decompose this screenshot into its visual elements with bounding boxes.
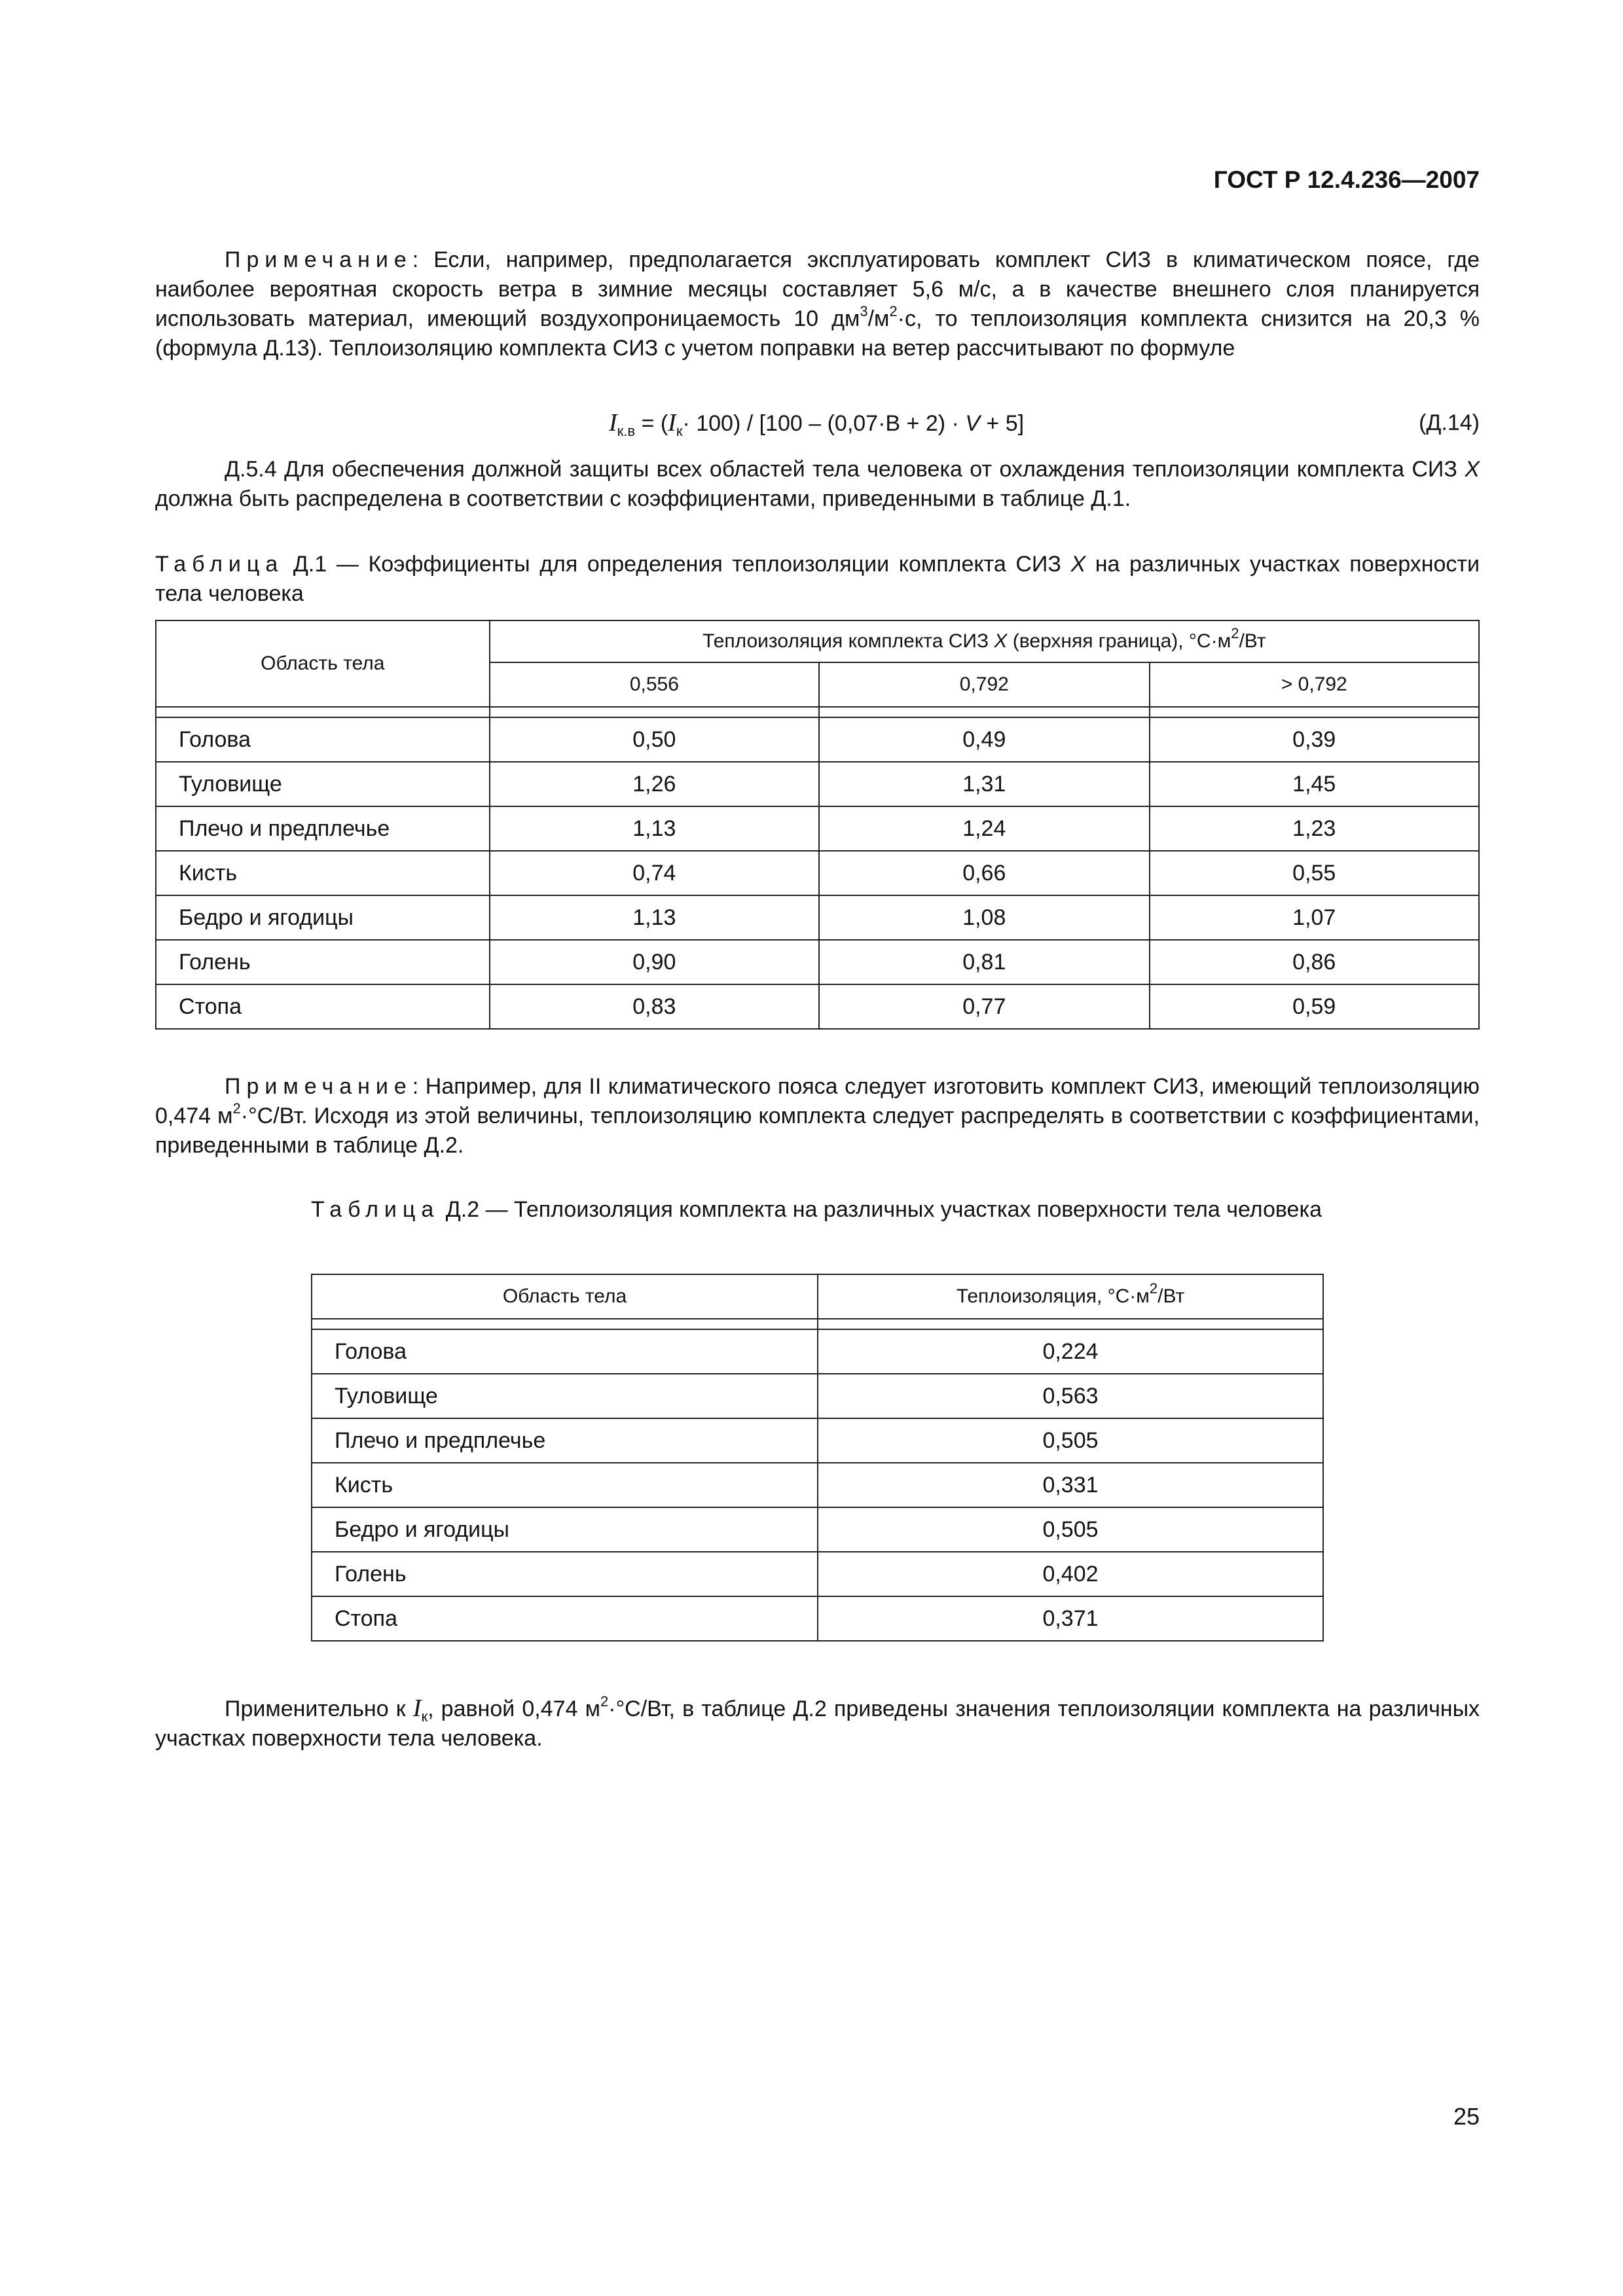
- table-row: [312, 1463, 1323, 1507]
- table-1-cell-region: Голова: [156, 717, 490, 762]
- table-2-cell-region: Плечо и предплечье: [312, 1418, 818, 1463]
- table-2-cell-value: 0,224: [818, 1329, 1323, 1374]
- formula-part-c: + 5]: [979, 411, 1025, 436]
- table-row: [312, 1596, 1323, 1641]
- table-1-cell-value: 0,55: [1150, 851, 1479, 895]
- table-row: [312, 1507, 1323, 1552]
- table-1-cell-value: 0,77: [819, 984, 1149, 1029]
- note-2-sup-2: 2: [232, 1100, 241, 1117]
- paragraph-d54-var-x: X: [1465, 457, 1480, 482]
- table-2-cell-region: Стопа: [312, 1596, 818, 1641]
- table-1-header-gap: [156, 707, 1479, 717]
- note-2: [155, 1072, 1480, 1160]
- table-1-cell-value: 1,23: [1150, 806, 1479, 851]
- table-row: [312, 1329, 1323, 1374]
- document-id: ГОСТ Р 12.4.236—2007: [1213, 166, 1480, 193]
- table-1-caption-b: на различных участках поверхности тела человека: [155, 552, 1480, 606]
- table-row: [156, 762, 1479, 806]
- table-row: [156, 717, 1479, 762]
- table-1-cell-value: 0,49: [819, 717, 1149, 762]
- table-2-header-sup: 2: [1149, 1280, 1158, 1297]
- table-1-cell-region: Плечо и предплечье: [156, 806, 490, 851]
- note-1-label: Примечание: [225, 247, 412, 272]
- table-2-header-value: [818, 1274, 1323, 1319]
- table-1-cell-value: 1,24: [819, 806, 1149, 851]
- table-2-cell-value: 0,563: [818, 1374, 1323, 1418]
- formula-symbol-i: I: [609, 409, 617, 437]
- table-row: [156, 895, 1479, 940]
- table-2-caption-text: Д.2 — Теплоизоляция комплекта на различных участках поверхности тела человека: [439, 1197, 1322, 1222]
- final-paragraph-text-a: Применительно к: [225, 1696, 413, 1721]
- table-1-cell-value: 0,83: [490, 984, 819, 1029]
- table-2-cell-region: Голова: [312, 1329, 818, 1374]
- table-2-cell-region: Туловище: [312, 1374, 818, 1418]
- paragraph-d54-text-a: Д.5.4 Для обеспечения должной защиты всех областей тела человека от охлаждения теплоизоляции комплекта СИЗ: [225, 457, 1465, 482]
- table-2-cell-region: Голень: [312, 1552, 818, 1596]
- final-paragraph-sub: к: [421, 1708, 428, 1725]
- table-2-cell-region: Кисть: [312, 1463, 818, 1507]
- table-1-cell-value: 1,45: [1150, 762, 1479, 806]
- final-paragraph-sup-2: 2: [600, 1693, 609, 1710]
- note-1-sup-3: 3: [860, 302, 868, 319]
- paragraph-d54: [155, 455, 1480, 514]
- table-1-cell-region: Бедро и ягодицы: [156, 895, 490, 940]
- table-1-header-sup: 2: [1231, 625, 1239, 641]
- table-row: [156, 984, 1479, 1029]
- table-2-cell-value: 0,331: [818, 1463, 1323, 1507]
- table-1-cell-value: 0,59: [1150, 984, 1479, 1029]
- table-2-cell-value: 0,505: [818, 1507, 1323, 1552]
- table-1-header-group-b: (верхняя граница), °С·м: [1007, 630, 1231, 652]
- table-2-caption: [311, 1195, 1332, 1225]
- table-row: [312, 1552, 1323, 1596]
- note-2-label: Примечание: [225, 1074, 412, 1099]
- table-1-cell-value: 0,74: [490, 851, 819, 895]
- note-1-sup-2: 2: [889, 302, 898, 319]
- table-1-cell-value: 0,39: [1150, 717, 1479, 762]
- note-1-text: : Если, например, предполагается эксплуатировать комплект СИЗ в климатическом поясе, где наиболее вероятная скорость ветра в зимние месяцы составляет 5,6 м/с, а в качестве внешнего слоя планируется использовать материал, имеющий воздухопроницаемость 10 дм: [155, 247, 1480, 331]
- table-1-cell-value: 1,13: [490, 895, 819, 940]
- note-2-text-a: : Например, для II климатического пояса следует изготовить комплект СИЗ, имеющий теплоизоляцию 0,474 м: [155, 1074, 1480, 1128]
- paragraph-d54-text-b: должна быть распределена в соответствии с коэффициентами, приведенными в таблице Д.1.: [155, 486, 1131, 511]
- table-1-cell-value: 1,26: [490, 762, 819, 806]
- table-1-cell-value: 1,13: [490, 806, 819, 851]
- final-paragraph: [155, 1694, 1480, 1753]
- table-row: [312, 1374, 1323, 1418]
- table-1: [155, 620, 1480, 1030]
- table-2-header-region: Область тела: [312, 1274, 818, 1319]
- formula-part-b: · 100) / [100 – (0,07·В + 2) ·: [682, 411, 966, 436]
- table-1-cell-value: 0,86: [1150, 940, 1479, 984]
- table-1-cell-region: Туловище: [156, 762, 490, 806]
- formula-part-a: = (: [635, 411, 668, 436]
- table-2-caption-label: Таблица: [311, 1197, 440, 1222]
- final-paragraph-text-c: ·°С/Вт, в таблице Д.2 приведены значения теплоизоляции комплекта на различных участках поверхности тела человека.: [155, 1696, 1480, 1751]
- table-1-cell-region: Кисть: [156, 851, 490, 895]
- formula-d14: [609, 408, 1024, 439]
- table-row: [156, 806, 1479, 851]
- table-2-cell-value: 0,402: [818, 1552, 1323, 1596]
- note-1-tail: ·с, то теплоизоляция комплекта снизится на 20,3 % (формула Д.13). Теплоизоляцию комплекта СИЗ с учетом поправки на ветер рассчитывают по формуле: [155, 306, 1480, 361]
- note-2-text-b: ·°С/Вт. Исходя из этой величины, теплоизоляцию комплекта следует распределять в соответствии с коэффициентами, приведенными в таблице Д.2.: [155, 1103, 1480, 1158]
- formula-sub-kv: к.в: [617, 422, 636, 439]
- table-1-caption: [155, 550, 1480, 609]
- table-2-cell-region: Бедро и ягодицы: [312, 1507, 818, 1552]
- table-2-header-gap: [312, 1319, 1323, 1329]
- table-1-subheader: 0,556: [490, 662, 819, 707]
- table-1-header-group-a: Теплоизоляция комплекта СИЗ: [702, 630, 994, 652]
- page-number: 25: [1453, 2103, 1480, 2130]
- table-2-header-value-b: /Вт: [1158, 1285, 1185, 1307]
- table-1-caption-label: Таблица: [155, 552, 284, 577]
- table-1-cell-region: Голень: [156, 940, 490, 984]
- table-1-subheader: > 0,792: [1150, 662, 1479, 707]
- table-1-cell-region: Стопа: [156, 984, 490, 1029]
- table-1-header-var: X: [994, 630, 1008, 652]
- table-1-cell-value: 1,08: [819, 895, 1149, 940]
- table-1-subheader: 0,792: [819, 662, 1149, 707]
- table-row: [312, 1418, 1323, 1463]
- formula-var-v: V: [965, 411, 980, 436]
- final-paragraph-symbol: I: [412, 1695, 422, 1722]
- table-2-header-value-a: Теплоизоляция, °С·м: [956, 1285, 1150, 1307]
- formula-symbol-i2: I: [668, 409, 676, 437]
- final-paragraph-text-b: , равной 0,474 м: [428, 1696, 601, 1721]
- table-1-header-region: Область тела: [156, 620, 490, 707]
- table-1-cell-value: 0,90: [490, 940, 819, 984]
- formula-number: (Д.14): [1419, 410, 1480, 435]
- table-row: [156, 940, 1479, 984]
- table-1-caption-a: Д.1 — Коэффициенты для определения теплоизоляции комплекта СИЗ: [283, 552, 1071, 577]
- table-1-cell-value: 0,50: [490, 717, 819, 762]
- table-2-cell-value: 0,505: [818, 1418, 1323, 1463]
- table-1-cell-value: 1,31: [819, 762, 1149, 806]
- table-1-cell-value: 0,81: [819, 940, 1149, 984]
- table-1-cell-value: 0,66: [819, 851, 1149, 895]
- table-1-header-group: [490, 620, 1479, 662]
- table-1-caption-var: X: [1070, 552, 1086, 577]
- table-1-cell-value: 1,07: [1150, 895, 1479, 940]
- formula-sub-k: к: [676, 422, 683, 439]
- note-1: Примечание: Если, например, предполагается эксплуатировать комплект СИЗ в климатическом поясе, где наиболее вероятная скорость ветра в зимние месяцы составляет 5,6 м/с, а в качестве внешнего слоя планируется использовать материал, имеющий воздухопроницаемость 10 $дм^3/м^2\cdot с$, то теплоизоляция комплекта снизится на 20,3 % (формула Д.13). Теплоизоляцию комплекта СИЗ с учетом поправки на ветер рассчитывают по формуле: [155, 247, 1480, 361]
- table-2: [311, 1274, 1324, 1641]
- table-1-header-group-c: /Вт: [1239, 630, 1266, 652]
- table-row: [156, 851, 1479, 895]
- table-2-cell-value: 0,371: [818, 1596, 1323, 1641]
